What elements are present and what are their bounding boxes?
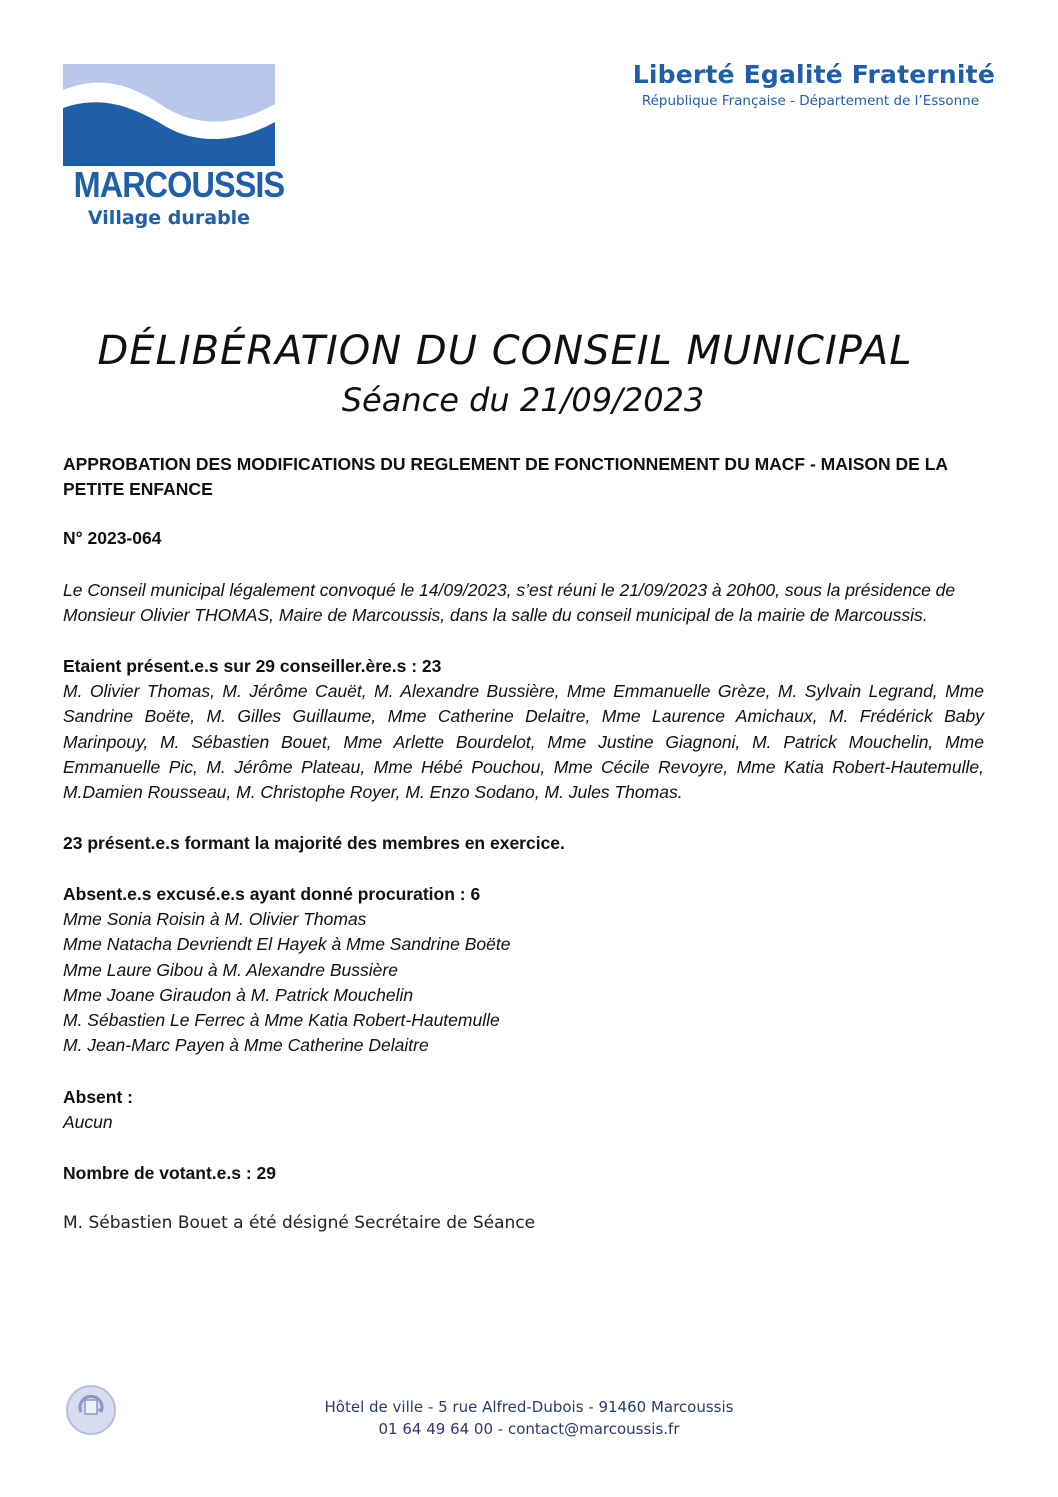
footer-contact: 01 64 49 64 00 - contact@marcoussis.fr	[378, 1420, 680, 1438]
proxy-list	[63, 907, 984, 1059]
present-names: M. Olivier Thomas, M. Jérôme Cauët, M. Alexandre Bussière, Mme Emmanuelle Grèze, M. Sylvain Legrand, Mme Sandrine Boëte, M. Gilles Guillaume, Mme Catherine Delaitre, Mme Laurence Amichaux, M. Frédérick Baby Marinpouy, M. Sébastien Bouet, Mme Arlette Bourdelot, Mme Justine Giagnoni, M. Patrick Mouchelin, Mme Emmanuelle Pic, M. Jérôme Plateau, Mme Hébé Pouchou, Mme Cécile Revoyre, Mme Katia Robert-Hautemulle, M.Damien Rousseau, M. Christophe Royer, M. Enzo Sodano, M. Jules Thomas.	[63, 681, 984, 803]
absent-heading: Absent :	[63, 1087, 133, 1107]
majority-statement: 23 présent.e.s formant la majorité des membres en exercice.	[63, 833, 565, 853]
voters-count: Nombre de votant.e.s : 29	[63, 1163, 276, 1183]
deliberation-subject: APPROBATION DES MODIFICATIONS DU REGLEMENT DE FONCTIONNEMENT DU MACF - MAISON DE LA PETITE ENFANCE	[63, 454, 948, 500]
logo-wave-emblem	[63, 64, 275, 166]
motto-main: Liberté Egalité Fraternité	[632, 60, 995, 89]
logo-town-name: MARCOUSSIS	[73, 164, 285, 205]
proxy-item: Mme Natacha Devriendt El Hayek à Mme Sandrine Boëte	[63, 934, 511, 955]
motto-subtitle: République Française - Département de l’Essonne	[641, 93, 979, 109]
session-date: Séance du 21/09/2023	[341, 381, 705, 419]
proxy-item: M. Jean-Marc Payen à Mme Catherine Delaitre	[63, 1035, 429, 1056]
republic-motto	[633, 60, 995, 109]
absent-value: Aucun	[63, 1112, 113, 1132]
intro-paragraph: Le Conseil municipal légalement convoqué le 14/09/2023, s’est réuni le 21/09/2023 à 20h00, sous la présidence de Monsieur Olivier THOMAS, Maire de Marcoussis, dans la salle du conseil municipal de la mairie de Marcoussis.	[63, 580, 956, 626]
proxy-item: Mme Laure Gibou à M. Alexandre Bussière	[63, 959, 398, 980]
deliberation-number: N° 2023-064	[63, 528, 162, 548]
proxy-item: M. Sébastien Le Ferrec à Mme Katia Robert-Hautemulle	[63, 1010, 500, 1031]
logo-tagline: Village durable	[87, 207, 251, 229]
proxy-heading: Absent.e.s excusé.e.s ayant donné procuration : 6	[63, 884, 481, 904]
page-footer	[0, 1396, 1058, 1440]
footer-address: Hôtel de ville - 5 rue Alfred-Dubois - 91460 Marcoussis	[324, 1398, 734, 1416]
present-heading: Etaient présent.e.s sur 29 conseiller.ère.s : 23	[63, 656, 442, 676]
proxy-item: Mme Sonia Roisin à M. Olivier Thomas	[63, 909, 367, 929]
proxy-item: Mme Joane Giraudon à M. Patrick Mouchelin	[63, 984, 414, 1005]
document-title: DÉLIBÉRATION DU CONSEIL MUNICIPAL	[97, 328, 913, 374]
marcoussis-logo	[63, 64, 285, 240]
session-secretary: M. Sébastien Bouet a été désigné Secrétaire de Séance	[63, 1213, 536, 1233]
